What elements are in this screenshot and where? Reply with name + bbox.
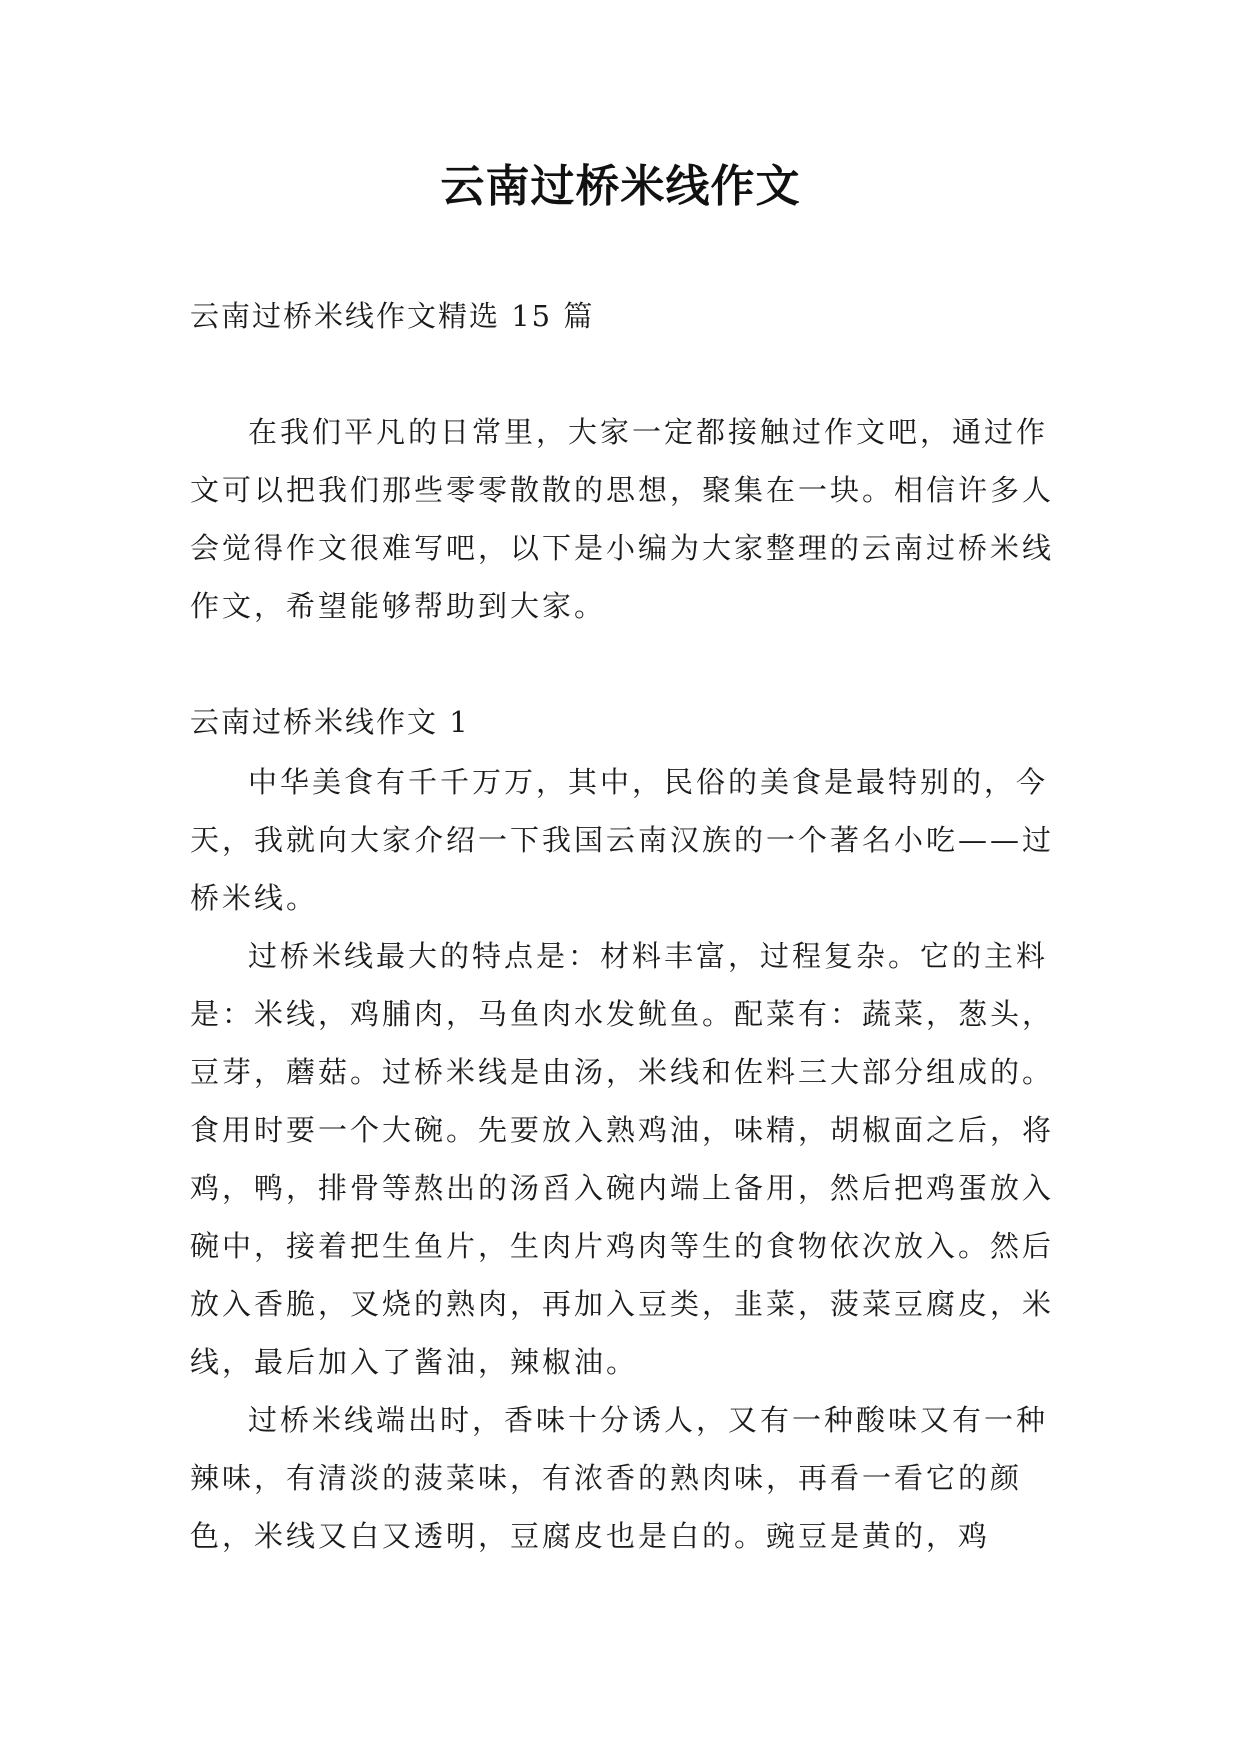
essay-paragraph: 中华美食有千千万万，其中，民俗的美食是最特别的，今天，我就向大家介绍一下我国云南汉族的一个著名小吃——过桥米线。: [190, 765, 1055, 915]
intro-section: [190, 403, 1062, 635]
essay-heading: 云南过桥米线作文 1: [190, 705, 470, 739]
intro-paragraph: 在我们平凡的日常里，大家一定都接触过作文吧，通过作文可以把我们那些零零散散的思想，聚集在一块。相信许多人会觉得作文很难写吧，以下是小编为大家整理的云南过桥米线作文，希望能够帮助到大家。: [190, 415, 1055, 623]
essay-body: [190, 753, 1062, 1565]
essay-paragraph: 过桥米线最大的特点是：材料丰富，过程复杂。它的主料是：米线，鸡脯肉，马鱼肉水发鱿鱼。配菜有：蔬菜，葱头，豆芽，蘑菇。过桥米线是由汤，米线和佐料三大部分组成的。食用时要一个大碗。先要放入熟鸡油，味精，胡椒面之后，将鸡，鸭，排骨等熬出的汤舀入碗内端上备用，然后把鸡蛋放入碗中，接着把生鱼片，生肉片鸡肉等生的食物依次放入。然后放入香脆，叉烧的熟肉，再加入豆类，韭菜，菠菜豆腐皮，米线，最后加入了酱油，辣椒油。: [190, 939, 1055, 1379]
document-title: 云南过桥米线作文: [440, 161, 801, 212]
essay-paragraph: 过桥米线端出时，香味十分诱人，又有一种酸味又有一种辣味，有清淡的菠菜味，有浓香的熟肉味，再看一看它的颜色，米线又白又透明，豆腐皮也是白的。豌豆是黄的，鸡: [190, 1403, 1049, 1553]
document-subtitle: 云南过桥米线作文精选 15 篇: [190, 299, 595, 333]
